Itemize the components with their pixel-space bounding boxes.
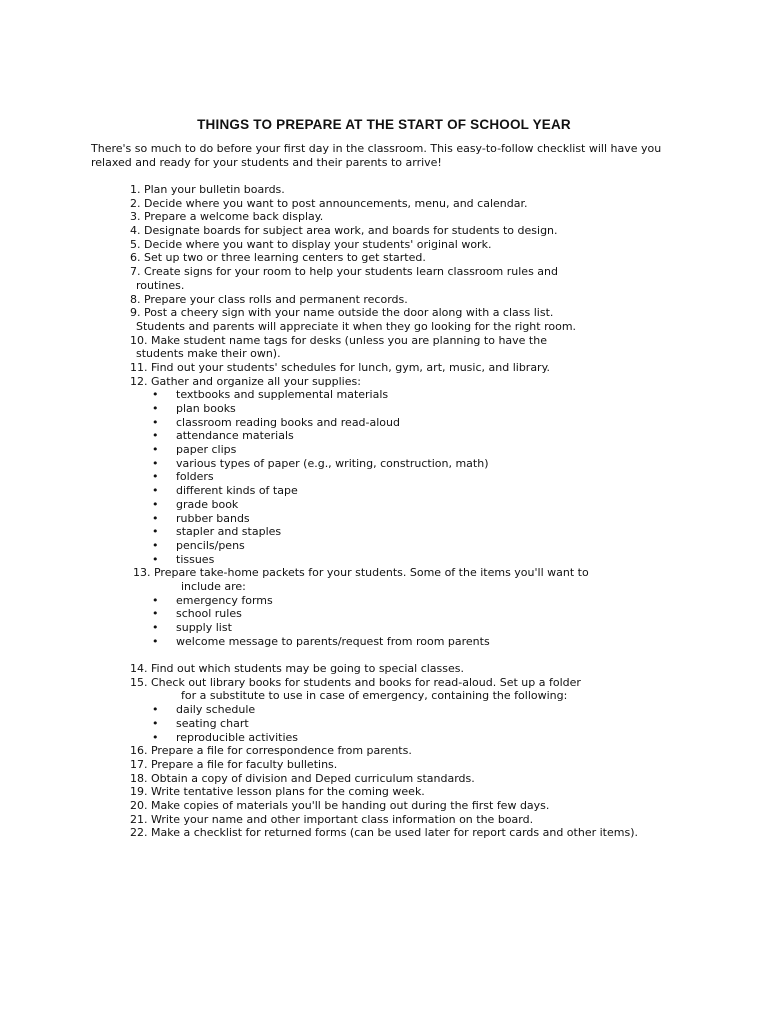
bullet-item [0,416,768,430]
checklist-item-continuation [0,279,768,293]
bullet-item [0,703,768,717]
checklist [0,183,768,840]
intro-paragraph [91,142,691,170]
checklist-item [0,238,768,252]
item-text: 3. Prepare a welcome back display. [130,210,324,224]
bullet-item [0,498,768,512]
bullet-icon: • [152,716,159,730]
bullet-item [0,512,768,526]
checklist-item-continuation [0,689,768,703]
item-text: routines. [136,278,185,292]
bullet-icon: • [152,607,159,621]
bullet-item [0,525,768,539]
bullet-text: textbooks and supplemental materials [176,388,389,402]
bullet-text: seating chart [176,716,249,730]
item-text: 22. Make a checklist for returned forms (can be used later for report cards and other items). [130,826,638,840]
item-text: 6. Set up two or three learning centers to get started. [130,251,426,265]
bullet-icon: • [152,388,159,402]
item-text: 2. Decide where you want to post announcements, menu, and calendar. [130,196,528,210]
item-text: 8. Prepare your class rolls and permanent records. [130,292,408,306]
document-title: THINGS TO PREPARE AT THE START OF SCHOOL YEAR [197,117,571,132]
checklist-item [0,785,768,799]
bullet-item [0,553,768,567]
bullet-item [0,402,768,416]
bullet-item [0,484,768,498]
bullet-text: paper clips [176,443,237,457]
bullet-item [0,470,768,484]
bullet-icon: • [152,703,159,717]
checklist-item [0,251,768,265]
bullet-text: grade book [176,497,239,511]
item-text: 14. Find out which students may be going to special classes. [130,662,465,676]
checklist-item [0,744,768,758]
bullet-icon: • [152,484,159,498]
item-text: 19. Write tentative lesson plans for the coming week. [130,785,425,799]
checklist-item [0,197,768,211]
intro-line: relaxed and ready for your students and their parents to arrive! [91,156,442,169]
item-text: 11. Find out your students' schedules for lunch, gym, art, music, and library. [130,360,551,374]
item-text: 1. Plan your bulletin boards. [130,183,285,196]
item-text: 17. Prepare a file for faculty bulletins. [130,757,338,771]
bullet-text: various types of paper (e.g., writing, construction, math) [176,456,489,470]
bullet-text: supply list [176,621,232,634]
bullet-text: school rules [176,607,242,621]
spacer [0,648,768,662]
checklist-item [0,799,768,813]
bullet-item [0,429,768,443]
bullet-item [0,388,768,402]
bullet-text: daily schedule [176,703,256,717]
checklist-item [0,566,768,580]
item-text: students make their own). [136,347,281,361]
item-text: 18. Obtain a copy of division and Deped curriculum standards. [130,771,475,785]
checklist-item [0,772,768,786]
bullet-text: plan books [176,402,236,415]
checklist-item [0,361,768,375]
bullet-text: tissues [176,552,215,566]
item-text: Students and parents will appreciate it when they go looking for the right room. [136,319,577,333]
checklist-item [0,210,768,224]
bullet-icon: • [152,511,159,525]
bullet-icon: • [152,470,159,484]
checklist-item-continuation [0,347,768,361]
bullet-icon: • [152,456,159,470]
bullet-item [0,443,768,457]
checklist-item-continuation [0,320,768,334]
bullet-item [0,607,768,621]
bullet-text: different kinds of tape [176,484,298,498]
item-text: 12. Gather and organize all your supplies: [130,374,361,388]
item-text: 10. Make student name tags for desks (unless you are planning to have the [130,333,547,347]
bullet-icon: • [152,525,159,539]
checklist-item-continuation [0,580,768,594]
bullet-text: stapler and staples [176,525,282,539]
bullet-item [0,717,768,731]
bullet-icon: • [152,593,159,607]
checklist-item [0,375,768,389]
item-text: 4. Designate boards for subject area work, and boards for students to design. [130,224,558,238]
item-text: 20. Make copies of materials you'll be handing out during the first few days. [130,798,550,812]
bullet-text: attendance materials [176,429,294,443]
bullet-icon: • [152,634,159,648]
checklist-item [0,265,768,279]
bullet-item [0,457,768,471]
checklist-item [0,662,768,676]
checklist-item [0,758,768,772]
checklist-item [0,826,768,840]
bullet-text: pencils/pens [176,538,245,552]
bullet-icon: • [152,538,159,552]
bullet-text: reproducible activities [176,730,298,744]
bullet-icon: • [152,443,159,457]
item-text: for a substitute to use in case of emergency, containing the following: [181,689,568,703]
checklist-item [0,293,768,307]
checklist-item [0,334,768,348]
bullet-icon: • [152,402,159,415]
bullet-text: rubber bands [176,511,250,525]
bullet-item [0,594,768,608]
item-text: 5. Decide where you want to display your students' original work. [130,237,492,251]
bullet-text: folders [176,470,214,484]
bullet-icon: • [152,497,159,511]
item-text: 21. Write your name and other important class information on the board. [130,812,534,826]
checklist-item [0,813,768,827]
intro-line: There's so much to do before your first day in the classroom. This easy-to-follow checklist will have you [91,142,662,155]
bullet-icon: • [152,730,159,744]
bullet-icon: • [152,552,159,566]
checklist-item [0,224,768,238]
bullet-icon: • [152,621,159,634]
bullet-text: welcome message to parents/request from room parents [176,634,490,648]
bullet-item [0,731,768,745]
bullet-icon: • [152,429,159,443]
bullet-icon: • [152,415,159,429]
item-text: include are: [181,579,246,593]
bullet-text: classroom reading books and read-aloud [176,415,400,429]
item-text: 7. Create signs for your room to help your students learn classroom rules and [130,265,558,279]
checklist-item [0,676,768,690]
bullet-item [0,621,768,635]
item-text: 13. Prepare take-home packets for your students. Some of the items you'll want to [133,566,589,580]
item-text: 9. Post a cheery sign with your name outside the door along with a class list. [130,306,554,320]
bullet-item [0,539,768,553]
item-text: 16. Prepare a file for correspondence from parents. [130,744,412,758]
checklist-item [0,183,768,197]
checklist-item [0,306,768,320]
bullet-item [0,635,768,649]
item-text: 15. Check out library books for students and books for read-aloud. Set up a folder [130,675,581,689]
bullet-text: emergency forms [176,593,273,607]
